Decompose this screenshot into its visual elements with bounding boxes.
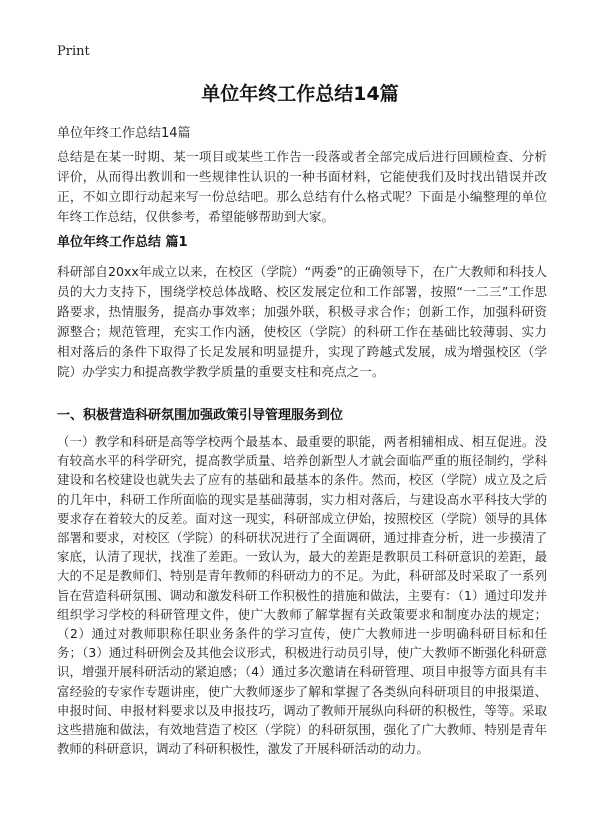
section-body-paragraph: 科研部自20xx年成立以来，在校区（学院）“两委”的正确领导下，在广大教师和科技人员的大力支持下，围绕学校总体战略、校区发展定位和工作部署，按照“一二三”工作思路要求，热情服务，提高办事效率；加强外联，积极寻求合作；创新工作，加强科研资源整合；规范管理，充实工作内涵，使校区（学院）的科研工作在基础比较薄弱、实力相对落后的条件下取得了长足发展和明显提升，实现了跨越式发展，成为增强校区（学院）办学实力和提高教学教学质量的重要支柱和亮点之一。 (57, 264, 547, 379)
document-title: 单位年终工作总结14篇 (201, 83, 399, 105)
subsection-heading: 一、积极营造科研氛围加强政策引导管理服务到位 (57, 408, 344, 423)
section-heading: 单位年终工作总结 篇1 (57, 235, 188, 250)
subsection-body-paragraph: （一）教学和科研是高等学校两个最基本、最重要的职能，两者相辅相成、相互促进。没有较高水平的科学研究，提高教学质量、培养创新型人才就会面临严重的瓶径制约，学科建设和名校建设也就失去了应有的基础和最基本的条件。然而，校区（学院）成立及之后的几年中，科研工作所面临的现实是基础薄弱，实力相对落后，与建设高水平科技大学的要求存在着较大的反差。面对这一现实，科研部成立伊始，按照校区（学院）领导的具体部署和要求，对校区（学院）的科研状况进行了全面调研，通过排查分析，进一步摸清了家底，认清了现状，找准了差距。一致认为，最大的差距是教职员工科研意识的差距，最大的不足是教师们、特别是青年教师的科研动力的不足。为此，科研部及时采取了一系列旨在营造科研氛围、调动和激发科研工作积极性的措施和做法，主要有：（1）通过印发并组织学习学校的科研管理文件，使广大教师了解掌握有关政策要求和制度办法的规定；（2）通过对教师职称任职业务条件的学习宣传，使广大教师进一步明确科研目标和任务；（3）通过科研例会及其他会议形式，积极进行动员引导，使广大教师不断强化科研意识，增强开展科研活动的紧迫感；（4）通过多次邀请在科研管理、项目申报等方面具有丰富经验的专家作专题讲座，使广大教师逐步了解和掌握了各类纵向科研项目的申报渠道、申报时间、申报材料要求以及申报技巧，调动了教师开展纵向科研的积极性，等等。采取这些措施和做法，有效地营造了校区（学院）的科研氛围，强化了广大教师、特别是青年教师的科研意识，调动了科研积极性，激发了开展科研活动的动力。 (57, 434, 547, 757)
document-subtitle: 单位年终工作总结14篇 (57, 126, 191, 141)
print-link[interactable]: Print (57, 44, 90, 59)
intro-paragraph: 总结是在某一时期、某一项目或某些工作告一段落或者全部完成后进行回顾检查、分析评价，从而得出教训和一些规律性认识的一种书面材料，它能使我们及时找出错误并改正，不如立即行动起来写一份总结吧。那么总结有什么格式呢？下面是小编整理的单位年终工作总结，仅供参考，希望能够帮助到大家。 (57, 149, 547, 224)
